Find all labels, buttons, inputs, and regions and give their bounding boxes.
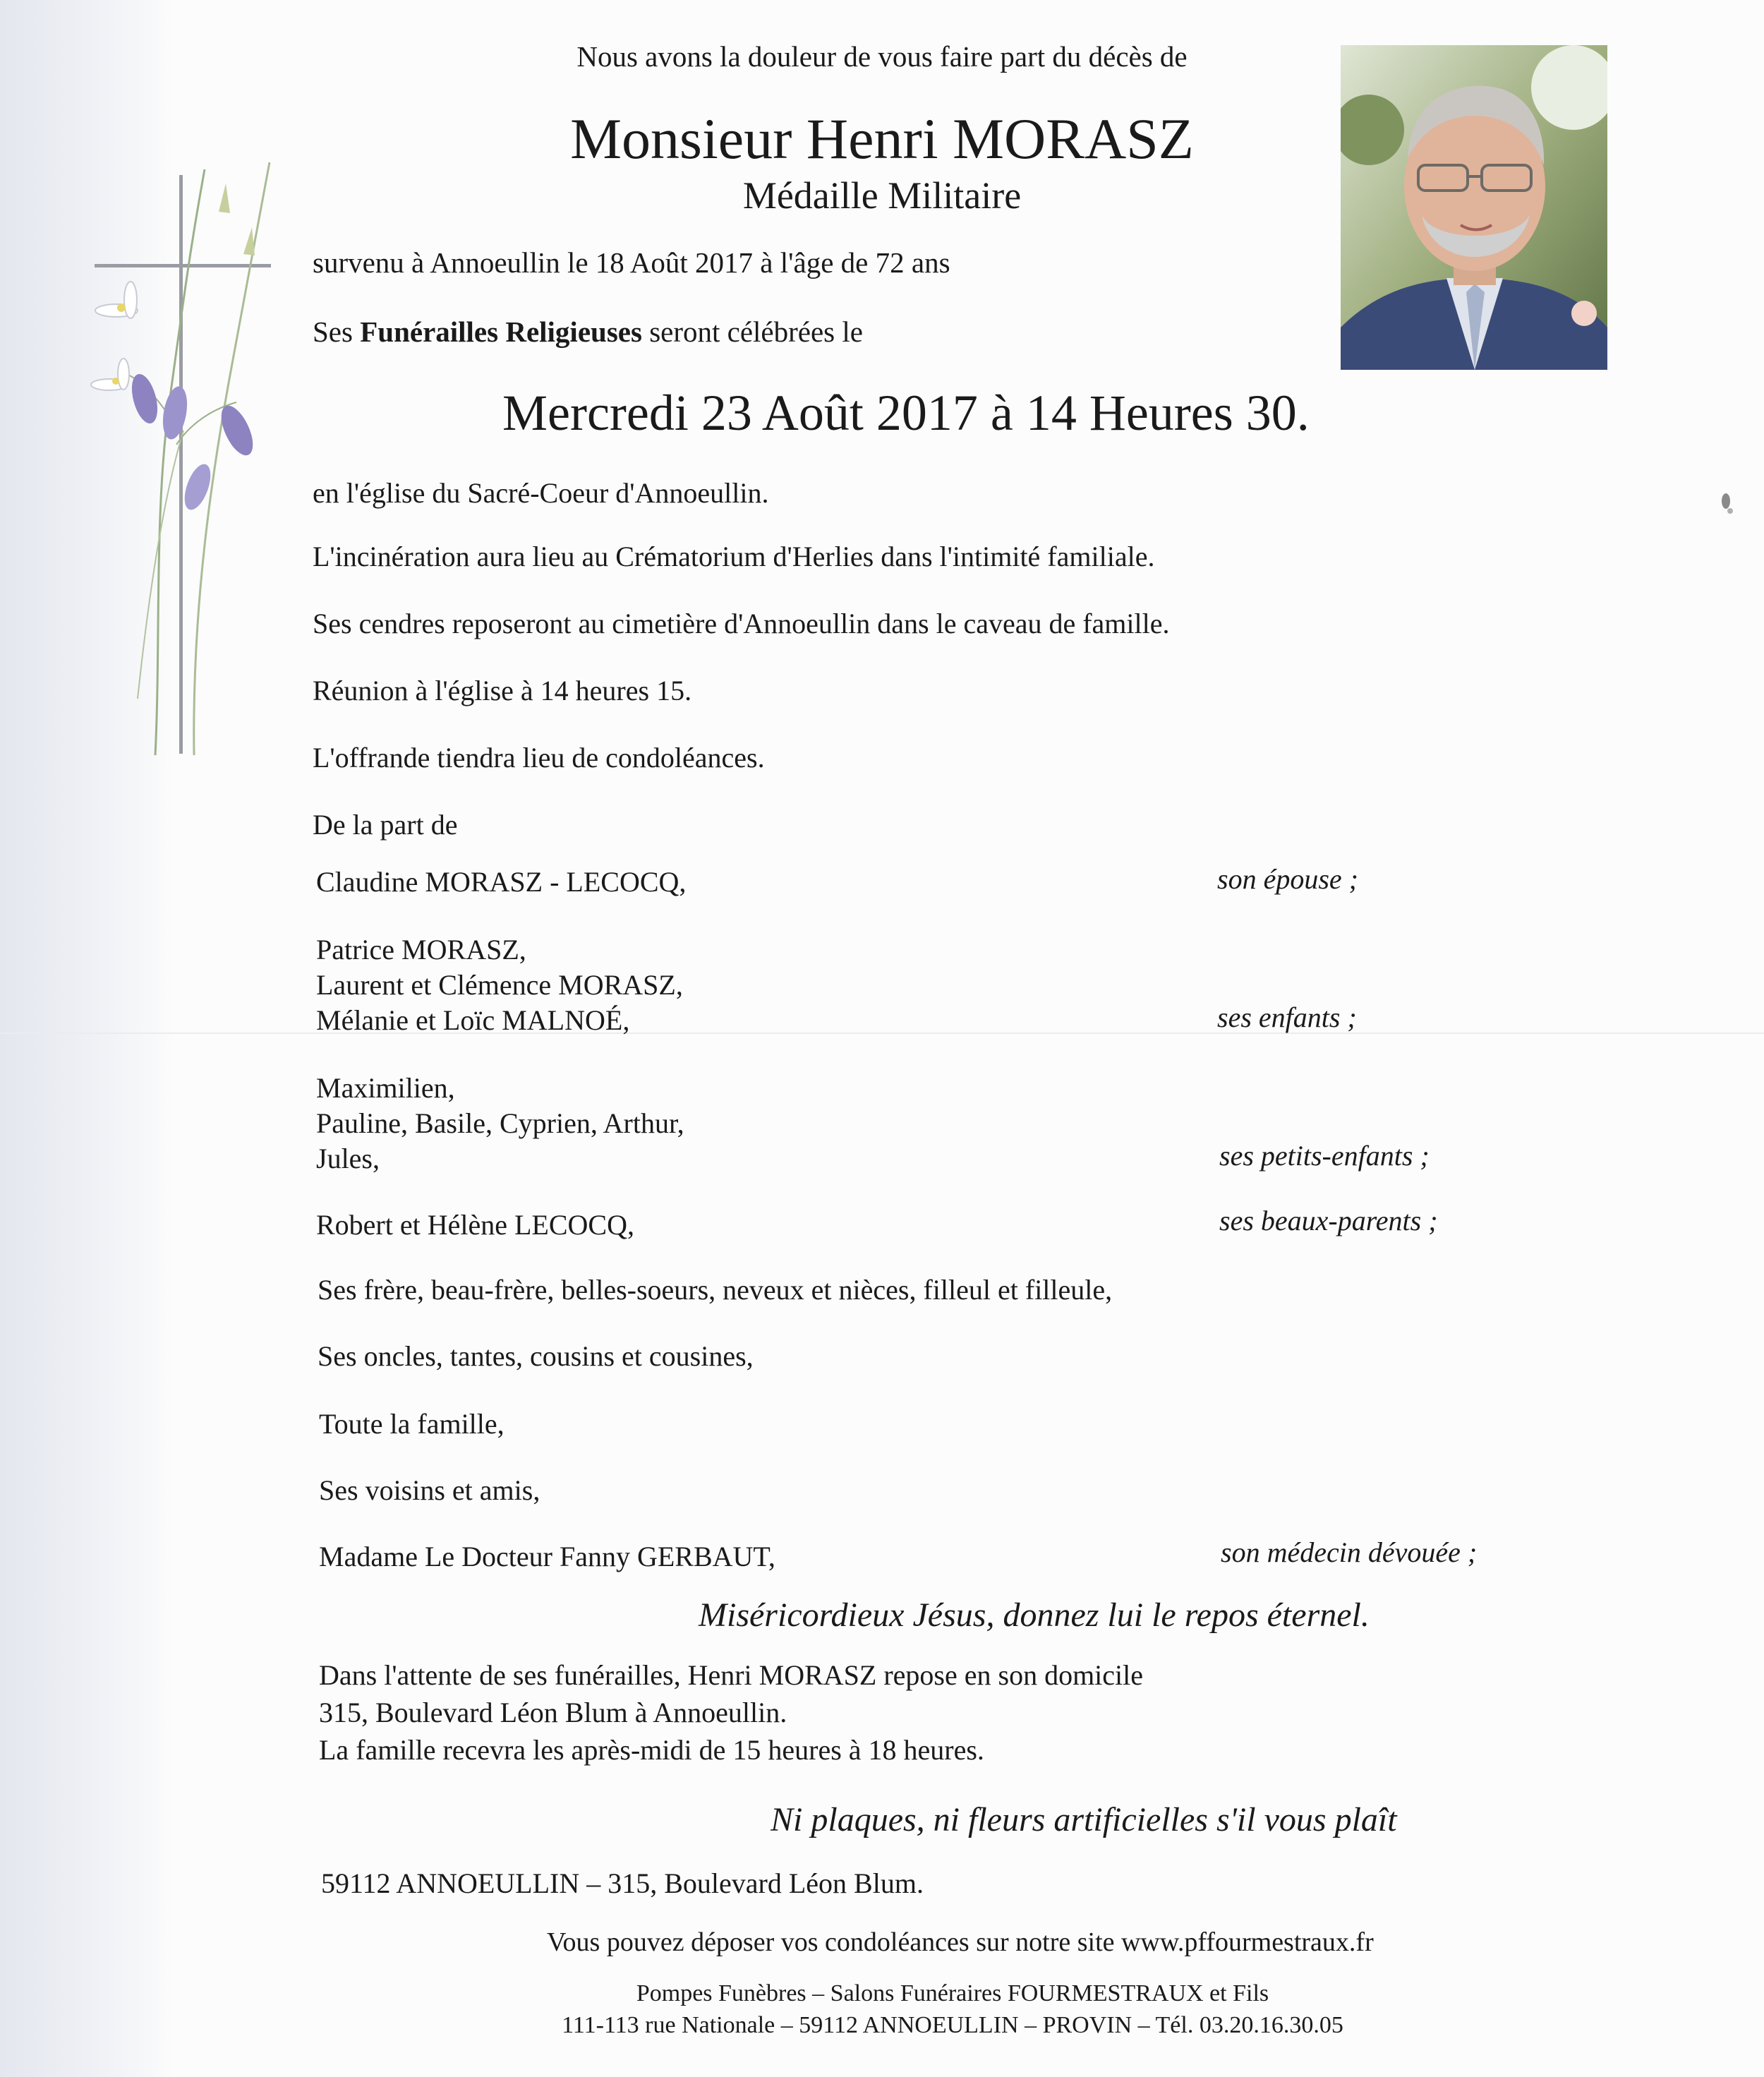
family-relation: son épouse ; [1217, 863, 1358, 895]
family-name: Maximilien, [316, 1072, 455, 1104]
detail-line: L'offrande tiendra lieu de condoléances. [313, 742, 765, 773]
footer-contact: 111-113 rue Nationale – 59112 ANNOEULLIN – PROVIN – Tél. 03.20.16.30.05 [562, 2012, 1343, 2038]
funeral-date: Mercredi 23 Août 2017 à 14 Heures 30. [502, 385, 1310, 441]
family-relation: ses petits-enfants ; [1219, 1140, 1430, 1172]
family-line: Ses frère, beau-frère, belles-soeurs, neveux et nièces, filleul et filleule, [318, 1274, 1113, 1306]
family-name: Claudine MORASZ - LECOCQ, [316, 866, 687, 898]
detail-line: en l'église du Sacré-Coeur d'Annoeullin. [313, 477, 769, 509]
intro-line: Nous avons la douleur de vous faire part du décès de [576, 40, 1188, 73]
funeral-line: Ses Funérailles Religieuses seront célébrées le [313, 315, 863, 348]
condolences-line: Vous pouvez déposer vos condoléances sur notre site www.pffourmestraux.fr [547, 1927, 1374, 1957]
death-line: survenu à Annoeullin le 18 Août 2017 à l'âge de 72 ans [313, 246, 950, 279]
funeral-bold: Funérailles Religieuses [360, 315, 642, 348]
address: 59112 ANNOEULLIN – 315, Boulevard Léon Blum. [321, 1867, 924, 1899]
portrait-photo [1341, 45, 1607, 370]
vigil-line: Dans l'attente de ses funérailles, Henri MORASZ repose en son domicile [319, 1659, 1144, 1691]
family-name: Patrice MORASZ, [316, 934, 526, 965]
detail-line: Ses cendres reposeront au cimetière d'Annoeullin dans le caveau de famille. [313, 608, 1170, 639]
family-relation: ses enfants ; [1217, 1001, 1357, 1033]
distinction: Médaille Militaire [742, 174, 1022, 217]
family-name: Madame Le Docteur Fanny GERBAUT, [319, 1541, 775, 1572]
fold-line [0, 1033, 1764, 1034]
family-relation: ses beaux-parents ; [1219, 1205, 1438, 1236]
family-name: Pauline, Basile, Cyprien, Arthur, [316, 1107, 684, 1139]
family-name: Robert et Hélène LECOCQ, [316, 1209, 634, 1241]
family-name: Mélanie et Loïc MALNOÉ, [316, 1004, 630, 1036]
family-line: Ses voisins et amis, [319, 1474, 540, 1506]
family-name: Laurent et Clémence MORASZ, [316, 969, 683, 1001]
family-line: Toute la famille, [319, 1408, 505, 1440]
prayer: Miséricordieux Jésus, donnez lui le repos éternel. [699, 1596, 1370, 1634]
paper-speck [1717, 491, 1736, 515]
detail-line: L'incinération aura lieu au Crématorium d'Herlies dans l'intimité familiale. [313, 541, 1155, 572]
request: Ni plaques, ni fleurs artificielles s'il vous plaît [771, 1801, 1397, 1838]
family-line: Ses oncles, tantes, cousins et cousines, [318, 1340, 754, 1372]
deceased-name: Monsieur Henri MORASZ [570, 107, 1194, 171]
detail-line: Réunion à l'église à 14 heures 15. [313, 675, 692, 706]
detail-line: De la part de [313, 809, 458, 841]
footer-company: Pompes Funèbres – Salons Funéraires FOURMESTRAUX et Fils [636, 1980, 1269, 2006]
vigil-line: 315, Boulevard Léon Blum à Annoeullin. [319, 1697, 787, 1728]
cross-with-bellflowers-icon [71, 148, 282, 762]
family-relation: son médecin dévouée ; [1221, 1536, 1478, 1568]
vigil-line: La famille recevra les après-midi de 15 heures à 18 heures. [319, 1734, 984, 1766]
family-name: Jules, [316, 1143, 380, 1174]
